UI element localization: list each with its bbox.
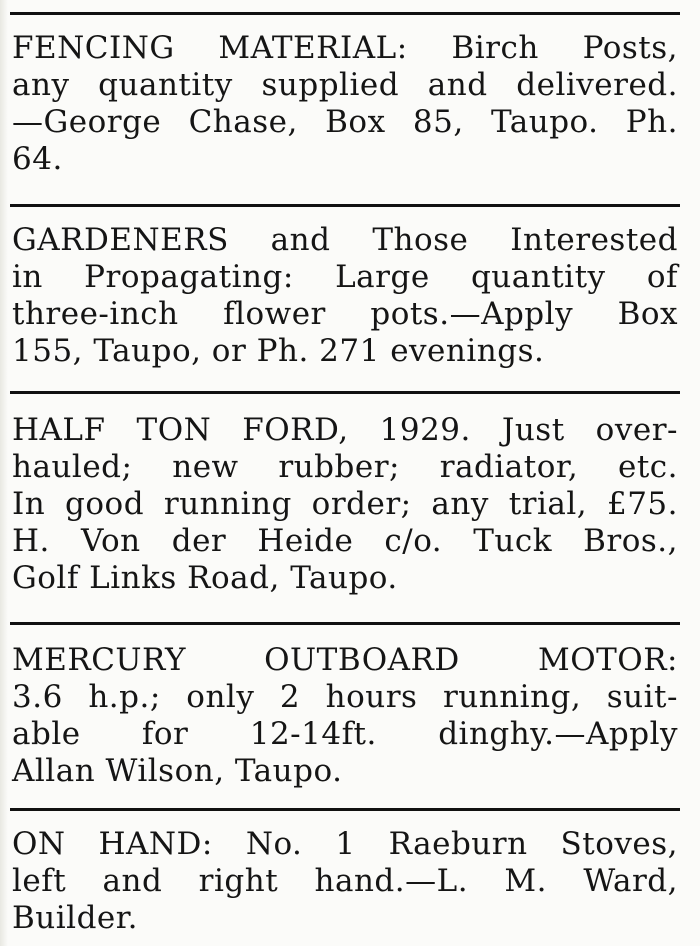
ad-line: Builder.: [12, 900, 139, 936]
ad-on-hand: [12, 826, 678, 937]
ad-line: left and right hand.—L. M. Ward,: [12, 863, 678, 899]
ad-line: hauled; new rubber; radiator, etc.: [12, 449, 678, 485]
ad-fencing-material: [12, 30, 678, 178]
ad-line: any quantity supplied and delivered.: [12, 67, 678, 103]
column-rule: [10, 391, 680, 394]
ad-line: In good running order; any trial, £75.: [12, 486, 678, 522]
ad-line: MERCURY OUTBOARD MOTOR:: [12, 642, 678, 678]
ad-line: in Propagating: Large quantity of: [12, 259, 678, 295]
ad-line: GARDENERS and Those Interested: [12, 222, 678, 258]
ad-line: HALF TON FORD, 1929. Just over-: [12, 412, 678, 448]
ad-line: FENCING MATERIAL: Birch Posts,: [12, 30, 678, 66]
ad-line: three-inch flower pots.—Apply Box: [12, 296, 678, 332]
ad-line: 155, Taupo, or Ph. 271 evenings.: [12, 333, 545, 369]
column-rule: [10, 622, 680, 625]
column-rule: [10, 808, 680, 811]
ad-gardeners: [12, 222, 678, 370]
ad-mercury-outboard-motor: [12, 642, 678, 790]
ad-line: H. Von der Heide c/o. Tuck Bros.,: [12, 523, 678, 559]
ad-line: Golf Links Road, Taupo.: [12, 560, 398, 596]
page-edge-shadow: [0, 0, 8, 946]
ad-line: able for 12-14ft. dinghy.—Apply: [12, 716, 678, 752]
ad-line: ON HAND: No. 1 Raeburn Stoves,: [12, 826, 678, 862]
ad-line: —George Chase, Box 85, Taupo. Ph.: [12, 104, 678, 140]
ad-half-ton-ford: [12, 412, 678, 597]
column-rule: [10, 12, 680, 15]
ad-line: 64.: [12, 141, 63, 177]
ad-line: Allan Wilson, Taupo.: [12, 753, 343, 789]
column-rule: [10, 204, 680, 207]
ad-line: 3.6 h.p.; only 2 hours running, suit-: [12, 679, 678, 715]
